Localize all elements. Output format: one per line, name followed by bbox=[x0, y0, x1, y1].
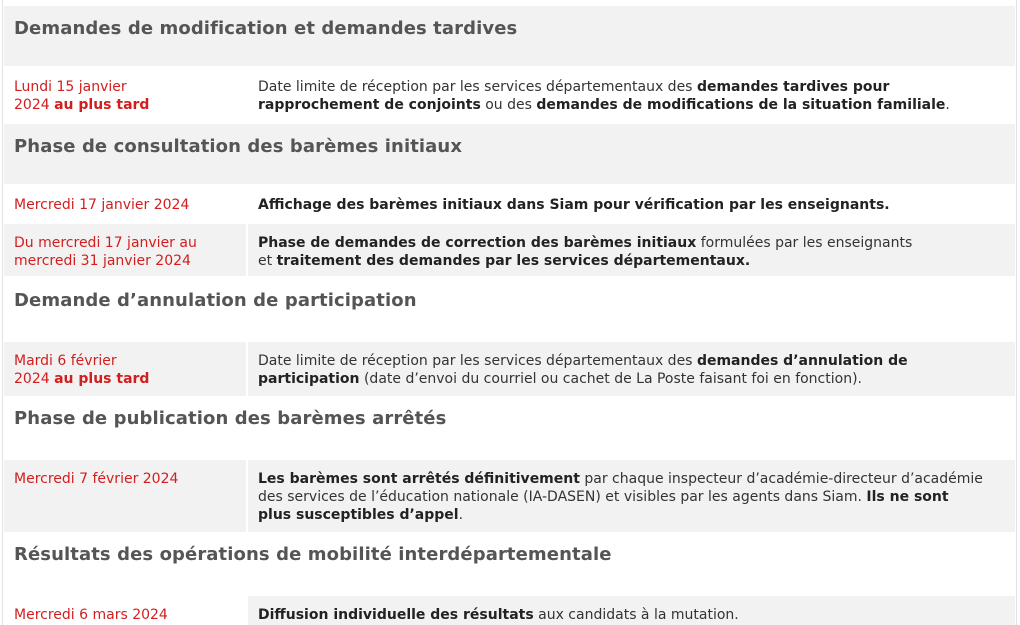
desc-emphasis: Phase de demandes de correction des barèmes initiaux bbox=[258, 235, 697, 251]
section-title-modification: Demandes de modification et demandes tardives bbox=[4, 6, 1015, 66]
desc-emphasis: rapprochement de conjoints bbox=[258, 97, 481, 113]
description-cell bbox=[248, 342, 1015, 396]
desc-emphasis: demandes d’annulation de bbox=[696, 353, 908, 369]
desc-text: des services de l’éducation nationale (IA-DASEN) et visibles par les agents dans Siam. bbox=[258, 489, 867, 505]
date-cell bbox=[4, 224, 246, 276]
description-cell bbox=[248, 460, 1015, 532]
desc-text: Date limite de réception par les services départementaux des bbox=[258, 353, 697, 369]
date-cell bbox=[4, 68, 246, 122]
date-text: Mercredi 6 mars 2024 bbox=[14, 607, 168, 623]
table-row bbox=[4, 68, 1015, 122]
section-title-annulation: Demande d’annulation de participation bbox=[4, 278, 1015, 340]
date-cell bbox=[4, 596, 246, 625]
desc-emphasis: Les barèmes sont arrêtés définitivement bbox=[258, 471, 580, 487]
desc-emphasis: demandes tardives pour bbox=[696, 79, 890, 95]
description-cell bbox=[248, 186, 1015, 222]
desc-text: et bbox=[258, 253, 277, 269]
table-row bbox=[4, 224, 1015, 276]
desc-emphasis: Ils ne sont bbox=[866, 489, 949, 505]
date-text: 2024 bbox=[14, 97, 55, 113]
desc-text: formulées par les enseignants bbox=[696, 235, 913, 251]
description-cell bbox=[248, 68, 1015, 122]
description-cell bbox=[248, 224, 1015, 276]
description-cell bbox=[248, 596, 1015, 625]
date-cell bbox=[4, 186, 246, 222]
date-text: Mercredi 17 janvier 2024 bbox=[14, 197, 190, 213]
desc-text: aux candidats à la mutation. bbox=[533, 607, 739, 623]
section-title-resultats: Résultats des opérations de mobilité interdépartementale bbox=[4, 532, 1015, 594]
table-row bbox=[4, 186, 1015, 222]
desc-text: par chaque inspecteur d’académie-directeur d’académie bbox=[579, 471, 983, 487]
desc-emphasis: Diffusion individuelle des résultats bbox=[258, 607, 534, 623]
date-text: 2024 bbox=[14, 371, 55, 387]
table-row bbox=[4, 460, 1015, 532]
date-cell bbox=[4, 342, 246, 396]
date-text: Mercredi 7 février 2024 bbox=[14, 471, 179, 487]
section-title-consultation: Phase de consultation des barèmes initiaux bbox=[4, 124, 1015, 184]
date-text: Mardi 6 février bbox=[14, 353, 117, 369]
date-text: Du mercredi 17 janvier au bbox=[14, 235, 197, 251]
date-emphasis: au plus tard bbox=[54, 97, 150, 113]
desc-emphasis: Affichage des barèmes initiaux dans Siam pour vérification par les enseignants. bbox=[258, 197, 890, 213]
table-row bbox=[4, 596, 1015, 625]
desc-emphasis: participation bbox=[258, 371, 360, 387]
desc-emphasis: traitement des demandes par les services départementaux. bbox=[276, 253, 751, 269]
desc-emphasis: plus susceptibles d’appel bbox=[258, 507, 459, 523]
section-title-publication: Phase de publication des barèmes arrêtés bbox=[4, 396, 1015, 458]
desc-text: ou des bbox=[480, 97, 537, 113]
date-text: mercredi 31 janvier 2024 bbox=[14, 253, 191, 269]
desc-text: Date limite de réception par les services départementaux des bbox=[258, 79, 697, 95]
desc-text: (date d’envoi du courriel ou cachet de La Poste faisant foi en fonction). bbox=[359, 371, 862, 387]
date-text: Lundi 15 janvier bbox=[14, 79, 127, 95]
date-emphasis: au plus tard bbox=[54, 371, 150, 387]
date-cell bbox=[4, 460, 246, 532]
desc-emphasis: demandes de modifications de la situation familiale bbox=[536, 97, 946, 113]
desc-text: . bbox=[458, 507, 464, 523]
desc-text: . bbox=[945, 97, 950, 113]
table-row bbox=[4, 342, 1015, 396]
